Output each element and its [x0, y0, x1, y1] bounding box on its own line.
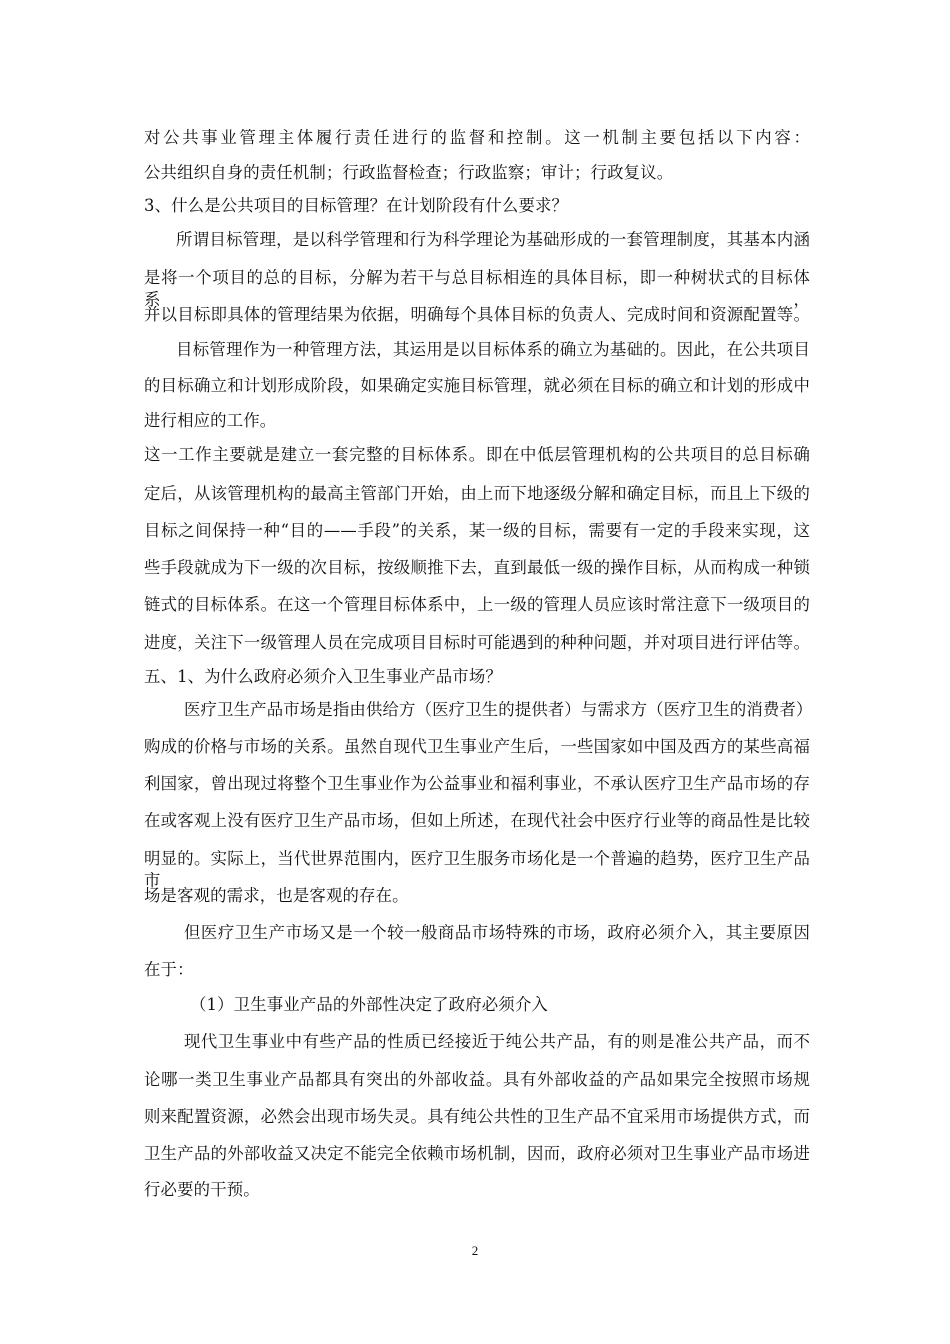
text-line: 卫生产品的外部收益又决定不能完全依赖市场机制，因而，政府必须对卫生事业产品市场进 [144, 1144, 810, 1163]
text-line: 进度，关注下一级管理人员在完成项目目标时可能遇到的种种问题，并对项目进行评估等。 [144, 633, 810, 652]
text-line: 这一工作主要就是建立一套完整的目标体系。即在中低层管理机构的公共项目的总目标确 [144, 445, 810, 464]
section-heading: 五、1、为什么政府必须介入卫生事业产品市场？ [144, 667, 502, 686]
text-line: 则来配置资源，必然会出现市场失灵。具有纯公共性的卫生产品不宜采用市场提供方式，而 [144, 1107, 810, 1126]
section-heading: 3、什么是公共项目的目标管理？在计划阶段有什么要求？ [144, 196, 569, 215]
text-line: 链式的目标体系。在这一个管理目标体系中，上一级的管理人员应该时常注意下一级项目的 [144, 595, 810, 614]
text-line: 对公共事业管理主体履行责任进行的监督和控制。这一机制主要包括以下内容： [144, 128, 810, 147]
text-line: 目标之间保持一种“目的——手段”的关系，某一级的目标，需要有一定的手段来实现，这 [144, 521, 810, 540]
text-line: 是将一个项目的总的目标，分解为若干与总目标相连的具体目标，即一种树状式的目标体系， [144, 268, 810, 309]
text-line: 明显的。实际上，当代世界范围内，医疗卫生服务市场化是一个普遍的趋势，医疗卫生产品市 [144, 849, 810, 890]
text-line: 购成的价格与市场的关系。虽然自现代卫生事业产生后，一些国家如中国及西方的某些高福 [144, 737, 810, 756]
text-line: 医疗卫生产品市场是指由供给方（医疗卫生的提供者）与需求方（医疗卫生的消费者） [184, 700, 813, 719]
text-line: 论哪一类卫生事业产品都具有突出的外部收益。具有外部收益的产品如果完全按照市场规 [144, 1070, 810, 1089]
text-line: 在于： [144, 960, 194, 979]
text-line: 在或客观上没有医疗卫生产品市场，但如上所述，在现代社会中医疗行业等的商品性是比较 [144, 811, 810, 830]
text-line: 行必要的干预。 [144, 1180, 260, 1199]
text-line: 场是客观的需求，也是客观的存在。 [144, 886, 409, 905]
text-line: 的目标确立和计划形成阶段，如果确定实施目标管理，就必须在目标的确立和计划的形成中 [144, 376, 810, 395]
text-line: 些手段就成为下一级的次目标，按级顺推下去，直到最低一级的操作目标，从而构成一种锁 [144, 558, 810, 577]
text-line: 所谓目标管理，是以科学管理和行为科学理论为基础形成的一套管理制度，其基本内涵 [176, 230, 810, 249]
text-line: 公共组织自身的责任机制；行政监督检查；行政监察；审计；行政复议。 [144, 163, 674, 182]
text-line: 定后，从该管理机构的最高主管部门开始，由上而下地逐级分解和确定目标，而且上下级的 [144, 484, 810, 503]
text-line: 进行相应的工作。 [144, 411, 277, 430]
subsection-heading: （1）卫生事业产品的外部性决定了政府必须介入 [190, 995, 548, 1014]
text-line: 利国家，曾出现过将整个卫生事业作为公益事业和福利事业，不承认医疗卫生产品市场的存 [144, 774, 810, 793]
text-line: 目标管理作为一种管理方法，其运用是以目标体系的确立为基础的。因此，在公共项目 [176, 340, 810, 359]
text-line: 但医疗卫生产市场又是一个较一般商品市场特殊的市场，政府必须介入，其主要原因 [184, 923, 810, 942]
text-line: 现代卫生事业中有些产品的性质已经接近于纯公共产品，有的则是准公共产品，而不 [184, 1032, 810, 1051]
text-line: 并以目标即具体的管理结果为依据，明确每个具体目标的负责人、完成时间和资源配置等。 [144, 305, 810, 324]
page-number: 2 [471, 1243, 479, 1258]
